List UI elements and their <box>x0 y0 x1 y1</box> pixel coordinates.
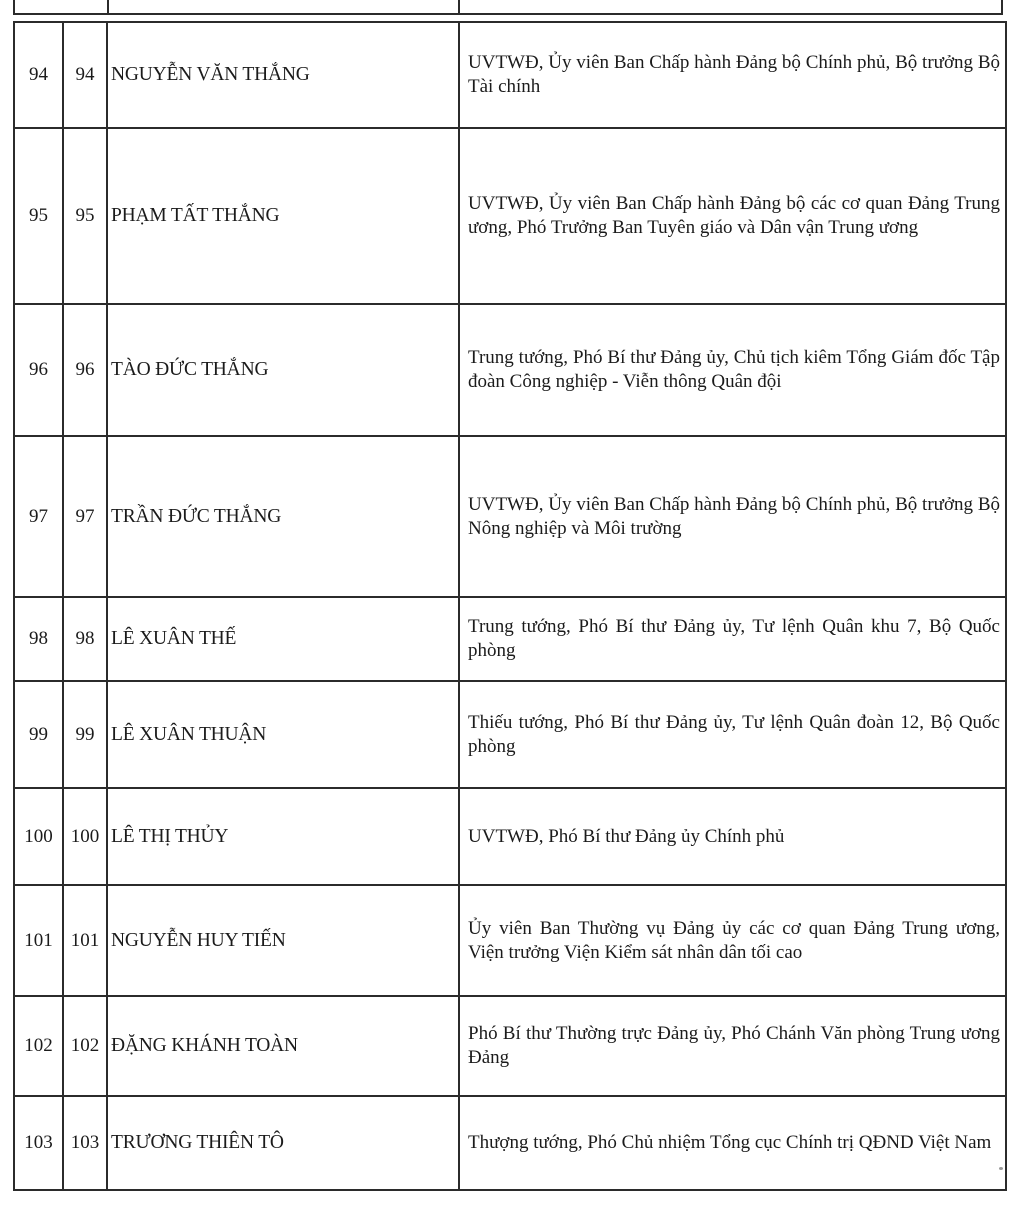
row-number-cell: 97 <box>14 436 63 597</box>
row-number-cell: 94 <box>14 22 63 128</box>
row-number-cell-2: 96 <box>63 304 107 436</box>
row-number-cell: 100 <box>14 788 63 885</box>
row-number-cell-2: 100 <box>63 788 107 885</box>
personnel-table-body <box>14 22 1006 1190</box>
name-cell: LÊ THỊ THỦY <box>107 788 459 885</box>
table-row <box>14 597 1006 681</box>
row-number-cell-2: 102 <box>63 996 107 1096</box>
personnel-table <box>13 21 1007 1191</box>
row-number-cell: 99 <box>14 681 63 788</box>
partial-cell-name <box>107 0 458 13</box>
position-cell: Trung tướng, Phó Bí thư Đảng ủy, Chủ tịch kiêm Tổng Giám đốc Tập đoàn Công nghiệp - Viễn thông Quân đội <box>459 304 1006 436</box>
table-row <box>14 1096 1006 1190</box>
partial-cell-numbers <box>13 0 107 13</box>
row-number-cell: 101 <box>14 885 63 996</box>
name-cell: ĐẶNG KHÁNH TOÀN <box>107 996 459 1096</box>
position-cell: UVTWĐ, Ủy viên Ban Chấp hành Đảng bộ Chính phủ, Bộ trưởng Bộ Tài chính <box>459 22 1006 128</box>
name-cell: NGUYỄN VĂN THẮNG <box>107 22 459 128</box>
position-cell: Thượng tướng, Phó Chủ nhiệm Tổng cục Chính trị QĐND Việt Nam <box>459 1096 1006 1190</box>
row-number-cell-2: 97 <box>63 436 107 597</box>
row-number-cell: 98 <box>14 597 63 681</box>
table-row <box>14 304 1006 436</box>
name-cell: NGUYỄN HUY TIẾN <box>107 885 459 996</box>
name-cell: PHẠM TẤT THẮNG <box>107 128 459 304</box>
row-number-cell-2: 103 <box>63 1096 107 1190</box>
row-number-cell-2: 101 <box>63 885 107 996</box>
row-number-cell: 103 <box>14 1096 63 1190</box>
position-cell: UVTWĐ, Ủy viên Ban Chấp hành Đảng bộ các cơ quan Đảng Trung ương, Phó Trưởng Ban Tuyên giáo và Dân vận Trung ương <box>459 128 1006 304</box>
position-cell: UVTWĐ, Phó Bí thư Đảng ủy Chính phủ <box>459 788 1006 885</box>
name-cell: TÀO ĐỨC THẮNG <box>107 304 459 436</box>
table-row <box>14 436 1006 597</box>
row-number-cell-2: 94 <box>63 22 107 128</box>
table-row <box>14 788 1006 885</box>
table-row <box>14 885 1006 996</box>
position-cell: UVTWĐ, Ủy viên Ban Chấp hành Đảng bộ Chính phủ, Bộ trưởng Bộ Nông nghiệp và Môi trường <box>459 436 1006 597</box>
row-number-cell-2: 99 <box>63 681 107 788</box>
table-row <box>14 681 1006 788</box>
table-row <box>14 996 1006 1096</box>
row-number-cell-2: 98 <box>63 597 107 681</box>
table-row <box>14 128 1006 304</box>
partial-cell-position <box>458 0 1003 13</box>
name-cell: LÊ XUÂN THUẬN <box>107 681 459 788</box>
row-number-cell-2: 95 <box>63 128 107 304</box>
position-cell: Phó Bí thư Thường trực Đảng ủy, Phó Chánh Văn phòng Trung ương Đảng <box>459 996 1006 1096</box>
row-number-cell: 95 <box>14 128 63 304</box>
table-row <box>14 22 1006 128</box>
table-partial-top-row <box>13 0 1003 15</box>
name-cell: TRẦN ĐỨC THẮNG <box>107 436 459 597</box>
row-number-cell: 96 <box>14 304 63 436</box>
position-cell: Thiếu tướng, Phó Bí thư Đảng ủy, Tư lệnh Quân đoàn 12, Bộ Quốc phòng <box>459 681 1006 788</box>
scan-speck <box>999 1167 1003 1170</box>
name-cell: TRƯƠNG THIÊN TÔ <box>107 1096 459 1190</box>
row-number-cell: 102 <box>14 996 63 1096</box>
position-cell: Trung tướng, Phó Bí thư Đảng ủy, Tư lệnh Quân khu 7, Bộ Quốc phòng <box>459 597 1006 681</box>
name-cell: LÊ XUÂN THẾ <box>107 597 459 681</box>
position-cell: Ủy viên Ban Thường vụ Đảng ủy các cơ quan Đảng Trung ương, Viện trưởng Viện Kiểm sát nhân dân tối cao <box>459 885 1006 996</box>
